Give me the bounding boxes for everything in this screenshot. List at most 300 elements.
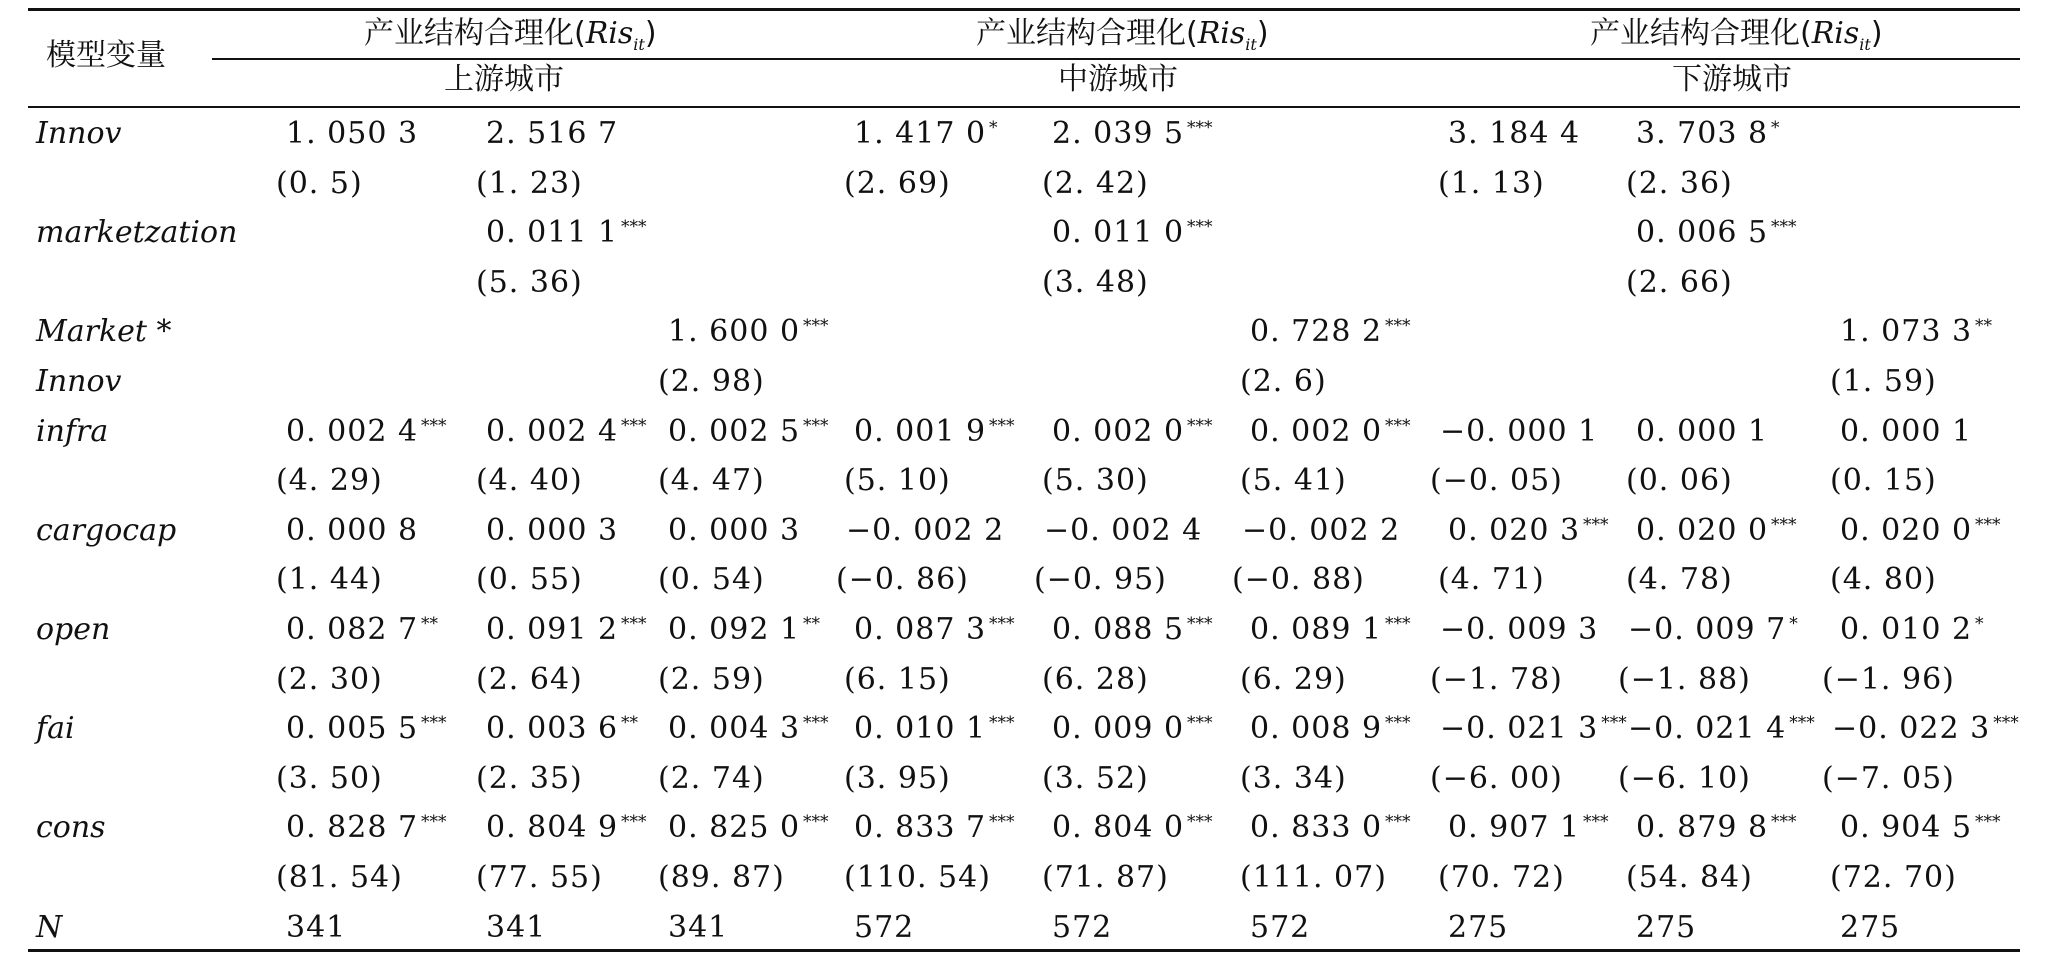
cell-value: 0. 907 1 bbox=[1448, 810, 1581, 846]
table-cell bbox=[1052, 114, 1213, 154]
table-cell bbox=[668, 610, 820, 650]
row-label: fai bbox=[36, 711, 75, 747]
table-cell bbox=[1430, 461, 1563, 501]
significance-stars: ** bbox=[803, 614, 821, 634]
cell-value: 0. 009 0 bbox=[1052, 711, 1185, 747]
group-label-downstream: 下游城市 bbox=[1672, 62, 1792, 97]
table-cell bbox=[1044, 511, 1202, 551]
table-cell bbox=[1636, 412, 1768, 452]
cell-value: 0. 002 4 bbox=[286, 413, 419, 449]
significance-stars: *** bbox=[1601, 713, 1627, 734]
significance-stars: *** bbox=[1789, 713, 1815, 734]
table-cell bbox=[1440, 610, 1598, 650]
significance-stars: *** bbox=[989, 415, 1015, 436]
table-cell bbox=[1840, 511, 2001, 551]
table-cell bbox=[486, 808, 647, 848]
cell-value: (1. 13) bbox=[1438, 165, 1545, 201]
cell-value: (2. 30) bbox=[276, 661, 383, 697]
table-cell bbox=[844, 461, 951, 501]
cell-value: −0. 022 3 bbox=[1832, 711, 1991, 747]
table-cell bbox=[668, 412, 829, 452]
table-cell bbox=[658, 560, 765, 600]
table-cell bbox=[1840, 908, 1900, 948]
cell-value: 341 bbox=[486, 909, 547, 945]
table-cell bbox=[1042, 164, 1149, 204]
cell-value: 0. 000 3 bbox=[668, 512, 801, 548]
significance-stars: *** bbox=[1187, 118, 1213, 138]
table-cell bbox=[486, 114, 618, 154]
table-cell bbox=[286, 610, 438, 650]
cell-value: −0. 009 7 bbox=[1628, 612, 1787, 647]
cell-value: (77. 55) bbox=[476, 860, 603, 895]
row-label: open bbox=[36, 612, 111, 647]
table-cell bbox=[486, 511, 618, 551]
cell-value: (2. 6) bbox=[1240, 364, 1327, 399]
cell-value: (2. 36) bbox=[1626, 165, 1733, 201]
table-cell bbox=[1052, 808, 1213, 848]
significance-stars: *** bbox=[421, 415, 447, 436]
table-cell bbox=[1448, 908, 1508, 948]
significance-stars: *** bbox=[1771, 812, 1797, 833]
regression-table bbox=[28, 8, 2020, 952]
table-cell bbox=[486, 213, 647, 253]
table-cell bbox=[1840, 412, 1972, 452]
table-cell bbox=[1448, 808, 1609, 848]
table-cell bbox=[1626, 263, 1733, 303]
cell-value: (4. 71) bbox=[1438, 562, 1545, 598]
table-cell bbox=[1250, 709, 1411, 749]
table-cell bbox=[1052, 610, 1213, 650]
table-cell bbox=[1448, 511, 1609, 551]
cell-value: (4. 47) bbox=[658, 463, 765, 499]
cell-value: (2. 59) bbox=[658, 661, 765, 697]
table-cell bbox=[844, 660, 951, 700]
table-cell bbox=[1628, 709, 1815, 749]
significance-stars: *** bbox=[621, 614, 647, 634]
significance-stars: *** bbox=[1993, 713, 2019, 734]
cell-value: −0. 002 2 bbox=[1242, 512, 1401, 548]
table-cell bbox=[1438, 560, 1545, 600]
table-cell bbox=[836, 560, 969, 600]
table-cell bbox=[286, 114, 418, 154]
cell-value: −0. 021 4 bbox=[1628, 711, 1787, 747]
table-cell bbox=[854, 114, 998, 154]
table-cell bbox=[1438, 164, 1545, 204]
cell-value: −0. 002 2 bbox=[846, 512, 1005, 548]
group-label-upstream: 上游城市 bbox=[444, 62, 564, 97]
significance-stars: ** bbox=[621, 713, 639, 734]
significance-stars: *** bbox=[1583, 514, 1609, 535]
table-cell bbox=[286, 808, 447, 848]
cell-value: 275 bbox=[1448, 909, 1509, 945]
cell-value: 0. 728 2 bbox=[1250, 314, 1383, 350]
table-cell bbox=[1830, 858, 1957, 898]
table-cell bbox=[1636, 908, 1696, 948]
cell-value: 0. 087 3 bbox=[854, 612, 987, 647]
table-cell bbox=[1636, 114, 1780, 154]
significance-stars: *** bbox=[989, 713, 1015, 734]
table-cell bbox=[844, 858, 991, 898]
significance-stars: *** bbox=[989, 812, 1015, 833]
table-cell bbox=[1042, 858, 1169, 898]
table-cell bbox=[844, 164, 951, 204]
row-label: Innov bbox=[36, 116, 122, 151]
table-cell bbox=[476, 759, 583, 799]
cell-value: (1. 44) bbox=[276, 562, 383, 598]
table-cell bbox=[1250, 808, 1411, 848]
significance-stars: * bbox=[1771, 118, 1780, 138]
significance-stars: * bbox=[989, 118, 998, 138]
table-cell bbox=[1448, 114, 1580, 154]
significance-stars: ** bbox=[421, 614, 439, 634]
cell-value: (4. 29) bbox=[276, 463, 383, 499]
table-cell bbox=[658, 660, 765, 700]
cell-value: 0. 006 5 bbox=[1636, 215, 1769, 251]
cell-value: 0. 833 7 bbox=[854, 810, 987, 846]
cell-value: 0. 089 1 bbox=[1250, 612, 1383, 647]
cell-value: (4. 78) bbox=[1626, 562, 1733, 598]
table-cell bbox=[1830, 362, 1937, 402]
cell-value: 0. 002 0 bbox=[1250, 413, 1383, 449]
cell-value: (0. 54) bbox=[658, 562, 765, 598]
table-cell bbox=[658, 461, 765, 501]
table-cell bbox=[276, 560, 383, 600]
group-title-upstream: 产业结构合理化(Ris$_{it}$) bbox=[364, 16, 657, 54]
cell-value: (−7. 05) bbox=[1822, 760, 1955, 796]
cell-value: 275 bbox=[1840, 909, 1901, 945]
cell-value: 0. 828 7 bbox=[286, 810, 419, 846]
table-cell bbox=[1626, 164, 1733, 204]
table-cell bbox=[1240, 858, 1387, 898]
table-cell bbox=[1430, 660, 1563, 700]
cell-value: 0. 000 1 bbox=[1840, 413, 1973, 449]
cell-value: 572 bbox=[854, 909, 915, 945]
cell-value: (2. 74) bbox=[658, 760, 765, 796]
table-cell bbox=[668, 511, 800, 551]
cell-value: (6. 28) bbox=[1042, 661, 1149, 697]
table-cell bbox=[1840, 610, 1984, 650]
cell-value: 275 bbox=[1636, 909, 1697, 945]
cell-value: (4. 80) bbox=[1830, 562, 1937, 598]
cell-value: (−0. 88) bbox=[1232, 562, 1365, 598]
significance-stars: *** bbox=[1187, 614, 1213, 634]
group-label-midstream: 中游城市 bbox=[1058, 62, 1178, 97]
significance-stars: *** bbox=[1385, 812, 1411, 833]
significance-stars: *** bbox=[803, 415, 829, 436]
table-cell bbox=[854, 610, 1015, 650]
significance-stars: *** bbox=[621, 217, 647, 238]
cell-value: −0. 002 4 bbox=[1044, 512, 1203, 548]
cell-value: 0. 000 3 bbox=[486, 512, 619, 548]
cell-value: −0. 009 3 bbox=[1440, 612, 1599, 647]
cell-value: (4. 40) bbox=[476, 463, 583, 499]
cell-value: 0. 004 3 bbox=[668, 711, 801, 747]
cell-value: (6. 15) bbox=[844, 661, 951, 697]
cell-value: 0. 825 0 bbox=[668, 810, 801, 846]
table-cell bbox=[668, 908, 728, 948]
cell-value: (89. 87) bbox=[658, 860, 785, 895]
cell-value: 0. 010 2 bbox=[1840, 612, 1973, 647]
cell-value: (5. 41) bbox=[1240, 463, 1347, 499]
table-cell bbox=[1830, 560, 1937, 600]
cell-value: 0. 082 7 bbox=[286, 612, 419, 647]
cell-value: 0. 804 9 bbox=[486, 810, 619, 846]
cell-value: 0. 000 1 bbox=[1636, 413, 1769, 449]
row-label: N bbox=[36, 909, 63, 945]
table-cell bbox=[476, 858, 603, 898]
cell-value: 2. 039 5 bbox=[1052, 116, 1185, 151]
cell-value: 3. 703 8 bbox=[1636, 116, 1769, 151]
cell-value: 0. 005 5 bbox=[286, 711, 419, 747]
table-cell bbox=[286, 412, 447, 452]
table-cell bbox=[1250, 412, 1411, 452]
significance-stars: * bbox=[1789, 614, 1798, 634]
table-cell bbox=[276, 660, 383, 700]
cell-value: (70. 72) bbox=[1438, 860, 1565, 895]
table-cell bbox=[1250, 312, 1411, 352]
cell-value: (−0. 95) bbox=[1034, 562, 1167, 598]
group-title-midstream: 产业结构合理化(Ris$_{it}$) bbox=[976, 16, 1269, 54]
cell-value: (−0. 05) bbox=[1430, 463, 1563, 499]
table-cell bbox=[1052, 908, 1112, 948]
cell-value: (0. 55) bbox=[476, 562, 583, 598]
table-cell bbox=[476, 461, 583, 501]
cell-value: 0. 804 0 bbox=[1052, 810, 1185, 846]
cell-value: (71. 87) bbox=[1042, 860, 1169, 895]
table-cell bbox=[854, 808, 1015, 848]
table-cell bbox=[1034, 560, 1167, 600]
significance-stars: *** bbox=[1385, 713, 1411, 734]
cell-value: (3. 95) bbox=[844, 760, 951, 796]
table-cell bbox=[286, 511, 418, 551]
significance-stars: *** bbox=[1187, 415, 1213, 436]
cell-value: (1. 59) bbox=[1830, 364, 1937, 399]
cell-value: 0. 879 8 bbox=[1636, 810, 1769, 846]
cell-value: 0. 002 0 bbox=[1052, 413, 1185, 449]
significance-stars: *** bbox=[1187, 713, 1213, 734]
cell-value: (5. 10) bbox=[844, 463, 951, 499]
table-cell bbox=[658, 362, 765, 402]
cell-value: 0. 000 8 bbox=[286, 512, 419, 548]
cell-value: (6. 29) bbox=[1240, 661, 1347, 697]
significance-stars: *** bbox=[1187, 217, 1213, 238]
cell-value: 0. 088 5 bbox=[1052, 612, 1185, 647]
table-cell bbox=[486, 412, 647, 452]
cell-value: (−1. 96) bbox=[1822, 661, 1955, 697]
table-cell bbox=[1628, 610, 1798, 650]
significance-stars: *** bbox=[1771, 514, 1797, 535]
table-cell bbox=[1052, 709, 1213, 749]
table-cell bbox=[1438, 858, 1565, 898]
row-label: cons bbox=[36, 810, 106, 846]
cell-value: 0. 020 3 bbox=[1448, 512, 1581, 548]
table-cell bbox=[1626, 560, 1733, 600]
cell-value: (−0. 86) bbox=[836, 562, 969, 598]
cell-value: 1. 600 0 bbox=[668, 314, 801, 350]
cell-value: (−6. 10) bbox=[1618, 760, 1751, 796]
table-cell bbox=[1042, 263, 1149, 303]
cell-value: (2. 66) bbox=[1626, 264, 1733, 300]
table-cell bbox=[1822, 759, 1955, 799]
cell-value: 0. 833 0 bbox=[1250, 810, 1383, 846]
cell-value: (5. 30) bbox=[1042, 463, 1149, 499]
cell-value: (0. 06) bbox=[1626, 463, 1733, 499]
significance-stars: *** bbox=[1385, 316, 1411, 337]
table-cell bbox=[476, 560, 583, 600]
cell-value: (3. 50) bbox=[276, 760, 383, 796]
table-cell bbox=[1636, 511, 1797, 551]
row-label: Market * bbox=[36, 314, 172, 350]
significance-stars: *** bbox=[1975, 514, 2001, 535]
table-cell bbox=[1626, 858, 1753, 898]
table-cell bbox=[854, 908, 914, 948]
header-rule bbox=[28, 106, 2020, 108]
row-label: cargocap bbox=[36, 512, 177, 548]
cell-value: 0. 020 0 bbox=[1840, 512, 1973, 548]
cell-value: 1. 073 3 bbox=[1840, 314, 1973, 350]
bottom-rule bbox=[28, 949, 2020, 952]
significance-stars: *** bbox=[421, 713, 447, 734]
cell-value: (2. 35) bbox=[476, 760, 583, 796]
cell-value: −0. 021 3 bbox=[1440, 711, 1599, 747]
cell-value: 341 bbox=[668, 909, 729, 945]
table-cell bbox=[476, 263, 583, 303]
cell-value: 572 bbox=[1250, 909, 1311, 945]
cell-value: 572 bbox=[1052, 909, 1113, 945]
table-cell bbox=[668, 709, 829, 749]
row-label: Innov bbox=[36, 364, 122, 399]
cell-value: (2. 42) bbox=[1042, 165, 1149, 201]
row-label: marketzation bbox=[36, 215, 238, 251]
cell-value: (2. 69) bbox=[844, 165, 951, 201]
top-rule bbox=[28, 8, 2020, 11]
table-cell bbox=[1636, 808, 1797, 848]
table-cell bbox=[668, 312, 829, 352]
cell-value: 341 bbox=[286, 909, 347, 945]
table-cell bbox=[1250, 610, 1411, 650]
group-title-downstream: 产业结构合理化(Ris$_{it}$) bbox=[1590, 16, 1883, 54]
significance-stars: *** bbox=[1187, 812, 1213, 833]
table-cell bbox=[1618, 660, 1751, 700]
table-cell bbox=[1042, 660, 1149, 700]
table-cell bbox=[1626, 461, 1733, 501]
table-cell bbox=[668, 808, 829, 848]
table-cell bbox=[844, 759, 951, 799]
significance-stars: *** bbox=[621, 415, 647, 436]
significance-stars: *** bbox=[1771, 217, 1797, 238]
table-cell bbox=[1250, 908, 1310, 948]
cell-value: (3. 52) bbox=[1042, 760, 1149, 796]
cell-value: (5. 36) bbox=[476, 264, 583, 300]
cell-value: (81. 54) bbox=[276, 860, 403, 895]
table-cell bbox=[1840, 808, 2001, 848]
significance-stars: *** bbox=[1385, 614, 1411, 634]
significance-stars: *** bbox=[621, 812, 647, 833]
table-cell bbox=[1042, 461, 1149, 501]
table-cell bbox=[658, 759, 765, 799]
model-var-header: 模型变量 bbox=[46, 38, 166, 73]
cell-value: 0. 092 1 bbox=[668, 612, 801, 647]
cell-value: 0. 003 6 bbox=[486, 711, 619, 747]
table-cell bbox=[1052, 412, 1213, 452]
significance-stars: *** bbox=[803, 316, 829, 337]
cell-value: (3. 34) bbox=[1240, 760, 1347, 796]
cell-value: (54. 84) bbox=[1626, 860, 1753, 895]
table-cell bbox=[1840, 312, 1992, 352]
cell-value: (111. 07) bbox=[1240, 860, 1387, 895]
table-cell bbox=[286, 709, 447, 749]
table-cell bbox=[276, 461, 383, 501]
significance-stars: * bbox=[1975, 614, 1984, 634]
significance-stars: ** bbox=[1975, 316, 1993, 337]
table-cell bbox=[276, 759, 383, 799]
table-cell bbox=[1830, 461, 1937, 501]
cell-value: (2. 64) bbox=[476, 661, 583, 697]
cell-value: (−1. 78) bbox=[1430, 661, 1563, 697]
cell-value: 1. 417 0 bbox=[854, 116, 987, 151]
cell-value: 2. 516 7 bbox=[486, 116, 619, 151]
table-cell bbox=[1440, 412, 1598, 452]
cell-value: 0. 001 9 bbox=[854, 413, 987, 449]
cell-value: (72. 70) bbox=[1830, 860, 1957, 895]
cell-value: (2. 98) bbox=[658, 364, 765, 399]
significance-stars: *** bbox=[421, 812, 447, 833]
cell-value: 0. 002 5 bbox=[668, 413, 801, 449]
table-cell bbox=[1232, 560, 1365, 600]
cell-value: 3. 184 4 bbox=[1448, 116, 1581, 151]
table-cell bbox=[1240, 660, 1347, 700]
table-cell bbox=[1240, 461, 1347, 501]
cell-value: (0. 15) bbox=[1830, 463, 1937, 499]
cell-value: 0. 904 5 bbox=[1840, 810, 1973, 846]
table-cell bbox=[1240, 759, 1347, 799]
table-cell bbox=[1440, 709, 1627, 749]
significance-stars: *** bbox=[989, 614, 1015, 634]
significance-stars: *** bbox=[1583, 812, 1609, 833]
table-cell bbox=[1618, 759, 1751, 799]
table-cell bbox=[286, 908, 346, 948]
table-cell bbox=[1822, 660, 1955, 700]
cell-value: 0. 020 0 bbox=[1636, 512, 1769, 548]
table-cell bbox=[854, 709, 1015, 749]
table-cell bbox=[476, 660, 583, 700]
table-cell bbox=[476, 164, 583, 204]
cell-value: (3. 48) bbox=[1042, 264, 1149, 300]
table-cell bbox=[276, 164, 363, 204]
table-cell bbox=[486, 610, 647, 650]
cell-value: 0. 010 1 bbox=[854, 711, 987, 747]
cell-value: 0. 002 4 bbox=[486, 413, 619, 449]
significance-stars: *** bbox=[1385, 415, 1411, 436]
cell-value: 0. 091 2 bbox=[486, 612, 619, 647]
significance-stars: *** bbox=[803, 812, 829, 833]
significance-stars: *** bbox=[1975, 812, 2001, 833]
table-cell bbox=[486, 709, 638, 749]
cell-value: (1. 23) bbox=[476, 165, 583, 201]
table-cell bbox=[1052, 213, 1213, 253]
cell-value: 0. 011 1 bbox=[486, 215, 619, 251]
significance-stars: *** bbox=[803, 713, 829, 734]
cell-value: (110. 54) bbox=[844, 860, 991, 895]
cell-value: 0. 008 9 bbox=[1250, 711, 1383, 747]
table-cell bbox=[1832, 709, 2019, 749]
cell-value: 0. 011 0 bbox=[1052, 215, 1185, 251]
table-cell bbox=[276, 858, 403, 898]
cell-value: (−6. 00) bbox=[1430, 760, 1563, 796]
table-cell bbox=[854, 412, 1015, 452]
table-cell bbox=[1240, 362, 1327, 402]
table-cell bbox=[1242, 511, 1400, 551]
